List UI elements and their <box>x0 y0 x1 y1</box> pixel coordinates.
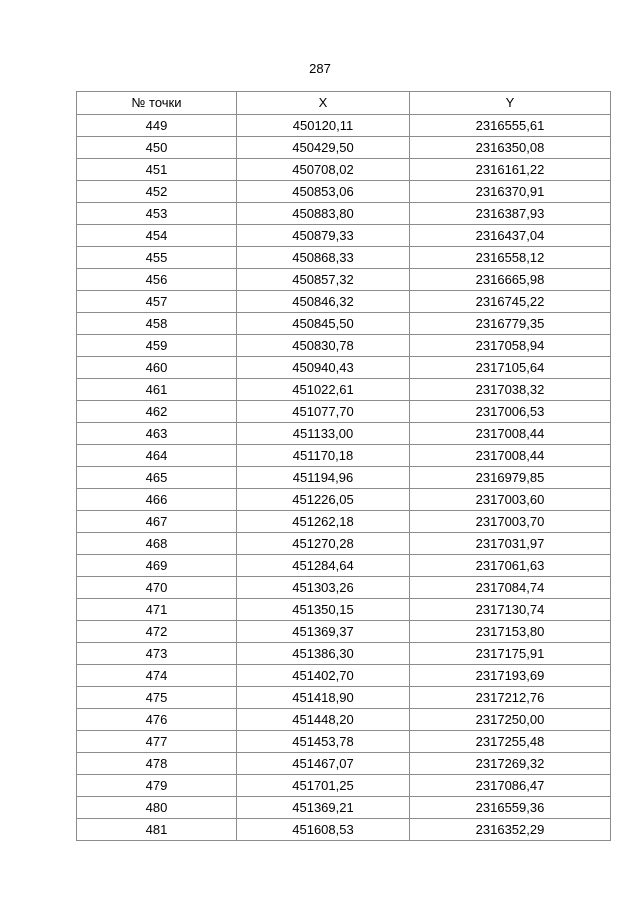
cell-point-number: 458 <box>77 313 237 335</box>
table-row <box>77 753 611 775</box>
cell-y: 2317008,44 <box>410 423 611 445</box>
cell-y: 2317255,48 <box>410 731 611 753</box>
cell-y: 2317105,64 <box>410 357 611 379</box>
cell-point-number: 459 <box>77 335 237 357</box>
cell-point-number: 476 <box>77 709 237 731</box>
table-row <box>77 423 611 445</box>
cell-point-number: 451 <box>77 159 237 181</box>
coordinates-table <box>76 91 611 841</box>
table-row <box>77 511 611 533</box>
cell-point-number: 455 <box>77 247 237 269</box>
cell-x: 450853,06 <box>237 181 410 203</box>
cell-y: 2317058,94 <box>410 335 611 357</box>
cell-y: 2316161,22 <box>410 159 611 181</box>
cell-x: 451418,90 <box>237 687 410 709</box>
cell-y: 2316555,61 <box>410 115 611 137</box>
cell-point-number: 468 <box>77 533 237 555</box>
cell-point-number: 462 <box>77 401 237 423</box>
table-row <box>77 247 611 269</box>
cell-x: 451701,25 <box>237 775 410 797</box>
header-point-number: № точки <box>77 92 237 115</box>
cell-y: 2316558,12 <box>410 247 611 269</box>
cell-x: 451262,18 <box>237 511 410 533</box>
cell-point-number: 460 <box>77 357 237 379</box>
cell-y: 2317031,97 <box>410 533 611 555</box>
cell-x: 451077,70 <box>237 401 410 423</box>
cell-x: 451350,15 <box>237 599 410 621</box>
cell-y: 2317153,80 <box>410 621 611 643</box>
cell-y: 2317212,76 <box>410 687 611 709</box>
cell-point-number: 466 <box>77 489 237 511</box>
table-header-row <box>77 92 611 115</box>
cell-x: 451369,37 <box>237 621 410 643</box>
cell-y: 2316370,91 <box>410 181 611 203</box>
header-y: Y <box>410 92 611 115</box>
cell-y: 2317086,47 <box>410 775 611 797</box>
table-row <box>77 775 611 797</box>
cell-y: 2317084,74 <box>410 577 611 599</box>
cell-x: 450429,50 <box>237 137 410 159</box>
cell-x: 451284,64 <box>237 555 410 577</box>
table-row <box>77 819 611 841</box>
cell-point-number: 480 <box>77 797 237 819</box>
cell-x: 451226,05 <box>237 489 410 511</box>
cell-point-number: 473 <box>77 643 237 665</box>
cell-y: 2317175,91 <box>410 643 611 665</box>
cell-point-number: 469 <box>77 555 237 577</box>
cell-y: 2317003,60 <box>410 489 611 511</box>
table-row <box>77 445 611 467</box>
cell-point-number: 453 <box>77 203 237 225</box>
cell-point-number: 467 <box>77 511 237 533</box>
page-number: 287 <box>309 61 331 76</box>
cell-x: 451303,26 <box>237 577 410 599</box>
cell-y: 2316665,98 <box>410 269 611 291</box>
table-row <box>77 709 611 731</box>
cell-point-number: 471 <box>77 599 237 621</box>
table-row <box>77 467 611 489</box>
table-row <box>77 665 611 687</box>
cell-x: 451386,30 <box>237 643 410 665</box>
cell-y: 2317269,32 <box>410 753 611 775</box>
table-row <box>77 379 611 401</box>
cell-point-number: 470 <box>77 577 237 599</box>
cell-point-number: 472 <box>77 621 237 643</box>
table-row <box>77 181 611 203</box>
cell-point-number: 463 <box>77 423 237 445</box>
table-row <box>77 313 611 335</box>
cell-point-number: 457 <box>77 291 237 313</box>
cell-y: 2316387,93 <box>410 203 611 225</box>
table-row <box>77 489 611 511</box>
table-row <box>77 335 611 357</box>
table-row <box>77 643 611 665</box>
table-row <box>77 137 611 159</box>
table-row <box>77 687 611 709</box>
cell-point-number: 456 <box>77 269 237 291</box>
cell-x: 451133,00 <box>237 423 410 445</box>
cell-y: 2316437,04 <box>410 225 611 247</box>
cell-y: 2317038,32 <box>410 379 611 401</box>
cell-y: 2316745,22 <box>410 291 611 313</box>
cell-x: 450857,32 <box>237 269 410 291</box>
cell-x: 450120,11 <box>237 115 410 137</box>
cell-x: 450846,32 <box>237 291 410 313</box>
cell-point-number: 478 <box>77 753 237 775</box>
cell-x: 451608,53 <box>237 819 410 841</box>
cell-x: 451369,21 <box>237 797 410 819</box>
table-row <box>77 599 611 621</box>
cell-x: 451467,07 <box>237 753 410 775</box>
table-row <box>77 225 611 247</box>
cell-y: 2316779,35 <box>410 313 611 335</box>
cell-y: 2316979,85 <box>410 467 611 489</box>
cell-x: 450879,33 <box>237 225 410 247</box>
cell-y: 2316350,08 <box>410 137 611 159</box>
cell-point-number: 479 <box>77 775 237 797</box>
cell-point-number: 475 <box>77 687 237 709</box>
table-row <box>77 731 611 753</box>
table-row <box>77 555 611 577</box>
cell-y: 2316352,29 <box>410 819 611 841</box>
table-row <box>77 115 611 137</box>
cell-point-number: 464 <box>77 445 237 467</box>
table-row <box>77 291 611 313</box>
table-row <box>77 621 611 643</box>
table-row <box>77 577 611 599</box>
table-row <box>77 401 611 423</box>
cell-y: 2316559,36 <box>410 797 611 819</box>
cell-point-number: 481 <box>77 819 237 841</box>
cell-y: 2317250,00 <box>410 709 611 731</box>
cell-x: 450708,02 <box>237 159 410 181</box>
cell-x: 451453,78 <box>237 731 410 753</box>
cell-x: 450830,78 <box>237 335 410 357</box>
cell-x: 450868,33 <box>237 247 410 269</box>
table-row <box>77 533 611 555</box>
table-row <box>77 203 611 225</box>
table-row <box>77 797 611 819</box>
cell-point-number: 452 <box>77 181 237 203</box>
table-row <box>77 269 611 291</box>
cell-point-number: 465 <box>77 467 237 489</box>
cell-y: 2317003,70 <box>410 511 611 533</box>
cell-x: 451022,61 <box>237 379 410 401</box>
table-row <box>77 357 611 379</box>
cell-point-number: 450 <box>77 137 237 159</box>
cell-point-number: 449 <box>77 115 237 137</box>
cell-x: 451194,96 <box>237 467 410 489</box>
cell-y: 2317008,44 <box>410 445 611 467</box>
cell-y: 2317193,69 <box>410 665 611 687</box>
table-row <box>77 159 611 181</box>
cell-point-number: 454 <box>77 225 237 247</box>
table-body <box>77 115 611 841</box>
cell-point-number: 474 <box>77 665 237 687</box>
cell-y: 2317130,74 <box>410 599 611 621</box>
cell-y: 2317006,53 <box>410 401 611 423</box>
cell-x: 451270,28 <box>237 533 410 555</box>
cell-x: 451402,70 <box>237 665 410 687</box>
cell-x: 450883,80 <box>237 203 410 225</box>
cell-x: 451170,18 <box>237 445 410 467</box>
cell-point-number: 477 <box>77 731 237 753</box>
cell-x: 451448,20 <box>237 709 410 731</box>
cell-x: 450940,43 <box>237 357 410 379</box>
header-x: X <box>237 92 410 115</box>
cell-point-number: 461 <box>77 379 237 401</box>
cell-x: 450845,50 <box>237 313 410 335</box>
cell-y: 2317061,63 <box>410 555 611 577</box>
